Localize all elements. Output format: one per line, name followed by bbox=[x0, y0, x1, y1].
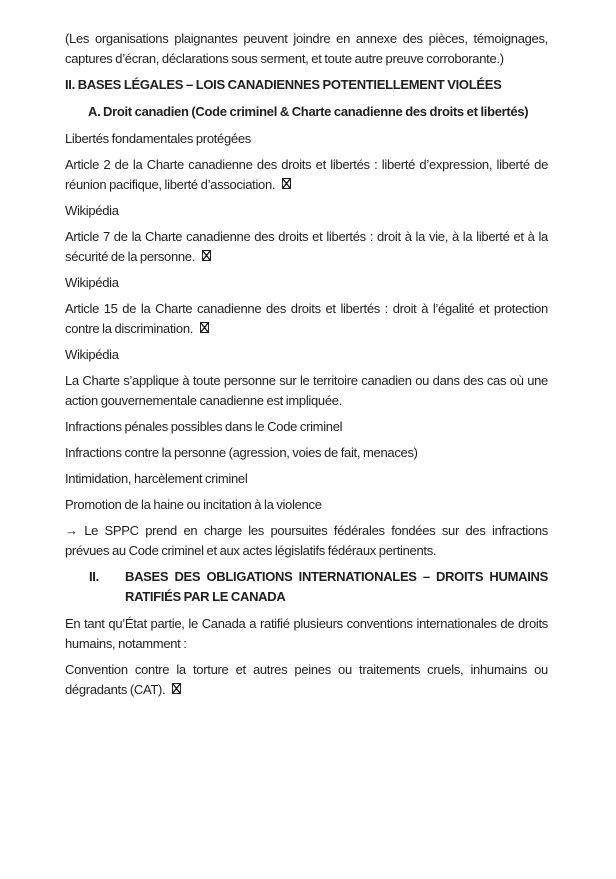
paragraph-infractions-penales bbox=[65, 417, 548, 437]
paragraph-text: La Charte s’applique à toute personne sur le territoire canadien ou dans des cas où une action gouvernementale canadienne est impliquée. bbox=[65, 373, 548, 408]
paragraph-text: Libertés fondamentales protégées bbox=[65, 131, 251, 146]
missing-glyph-icon bbox=[172, 683, 181, 694]
heading-text: II. BASES LÉGALES – LOIS CANADIENNES POTENTIELLEMENT VIOLÉES bbox=[65, 77, 502, 92]
list-item-text: Droit canadien (Code criminel & Charte canadienne des droits et libertés) bbox=[103, 104, 529, 119]
list-marker: A. bbox=[88, 104, 101, 119]
paragraph-article-2 bbox=[65, 155, 548, 195]
paragraph-convention-torture bbox=[65, 660, 548, 700]
paragraph-text: En tant qu’État partie, le Canada a ratifié plusieurs conventions internationales de droits humains, notamment : bbox=[65, 616, 548, 651]
paragraph-text: Article 15 de la Charte canadienne des droits et libertés : droit à l’égalité et protection contre la discrimination. bbox=[65, 301, 548, 336]
list-item-obligations-internationales bbox=[65, 567, 548, 607]
paragraph-text: Convention contre la torture et autres peines ou traitements cruels, inhumains ou dégradants (CAT). bbox=[65, 662, 548, 697]
wikipedia-source-line bbox=[65, 345, 548, 365]
missing-glyph-icon bbox=[202, 250, 211, 261]
paragraph-libertes-fondamentales bbox=[65, 129, 548, 149]
list-item-droit-canadien bbox=[65, 102, 548, 122]
paragraph-article-15 bbox=[65, 299, 548, 339]
paragraph-text: Intimidation, harcèlement criminel bbox=[65, 471, 248, 486]
paragraph-intimidation bbox=[65, 469, 548, 489]
paragraph-text: Wikipédia bbox=[65, 203, 119, 218]
heading-bases-legales bbox=[65, 75, 548, 95]
paragraph-article-7 bbox=[65, 227, 548, 267]
paragraph-infractions-personne bbox=[65, 443, 548, 463]
list-marker: II. bbox=[89, 569, 99, 584]
paragraph-text: Wikipédia bbox=[65, 275, 119, 290]
paragraph-text: Wikipédia bbox=[65, 347, 119, 362]
paragraph-text: → Le SPPC prend en charge les poursuites fédérales fondées sur des infractions prévues au Code criminel et aux actes législatifs fédéraux pertinents. bbox=[65, 523, 548, 558]
list-item-text: BASES DES OBLIGATIONS INTERNATIONALES – DROITS HUMAINS RATIFIÉS PAR LE CANADA bbox=[125, 569, 548, 604]
wikipedia-source-line bbox=[65, 201, 548, 221]
paragraph-annexe-note bbox=[65, 29, 548, 69]
missing-glyph-icon bbox=[200, 322, 209, 333]
paragraph-sppc-note bbox=[65, 521, 548, 561]
paragraph-promotion-haine bbox=[65, 495, 548, 515]
paragraph-text: Infractions contre la personne (agression, voies de fait, menaces) bbox=[65, 445, 418, 460]
paragraph-text: Article 7 de la Charte canadienne des droits et libertés : droit à la vie, à la liberté et à la sécurité de la personne. bbox=[65, 229, 548, 264]
paragraph-text: Article 2 de la Charte canadienne des droits et libertés : liberté d’expression, liberté de réunion pacifique, liberté d’association. bbox=[65, 157, 548, 192]
wikipedia-source-line bbox=[65, 273, 548, 293]
paragraph-charte-application bbox=[65, 371, 548, 411]
paragraph-text: Infractions pénales possibles dans le Code criminel bbox=[65, 419, 343, 434]
paragraph-text: (Les organisations plaignantes peuvent joindre en annexe des pièces, témoignages, captures d’écran, déclarations sous serment, et toute autre preuve corroborante.) bbox=[65, 31, 548, 66]
paragraph-etat-partie bbox=[65, 614, 548, 654]
missing-glyph-icon bbox=[282, 178, 291, 189]
paragraph-text: Promotion de la haine ou incitation à la violence bbox=[65, 497, 322, 512]
